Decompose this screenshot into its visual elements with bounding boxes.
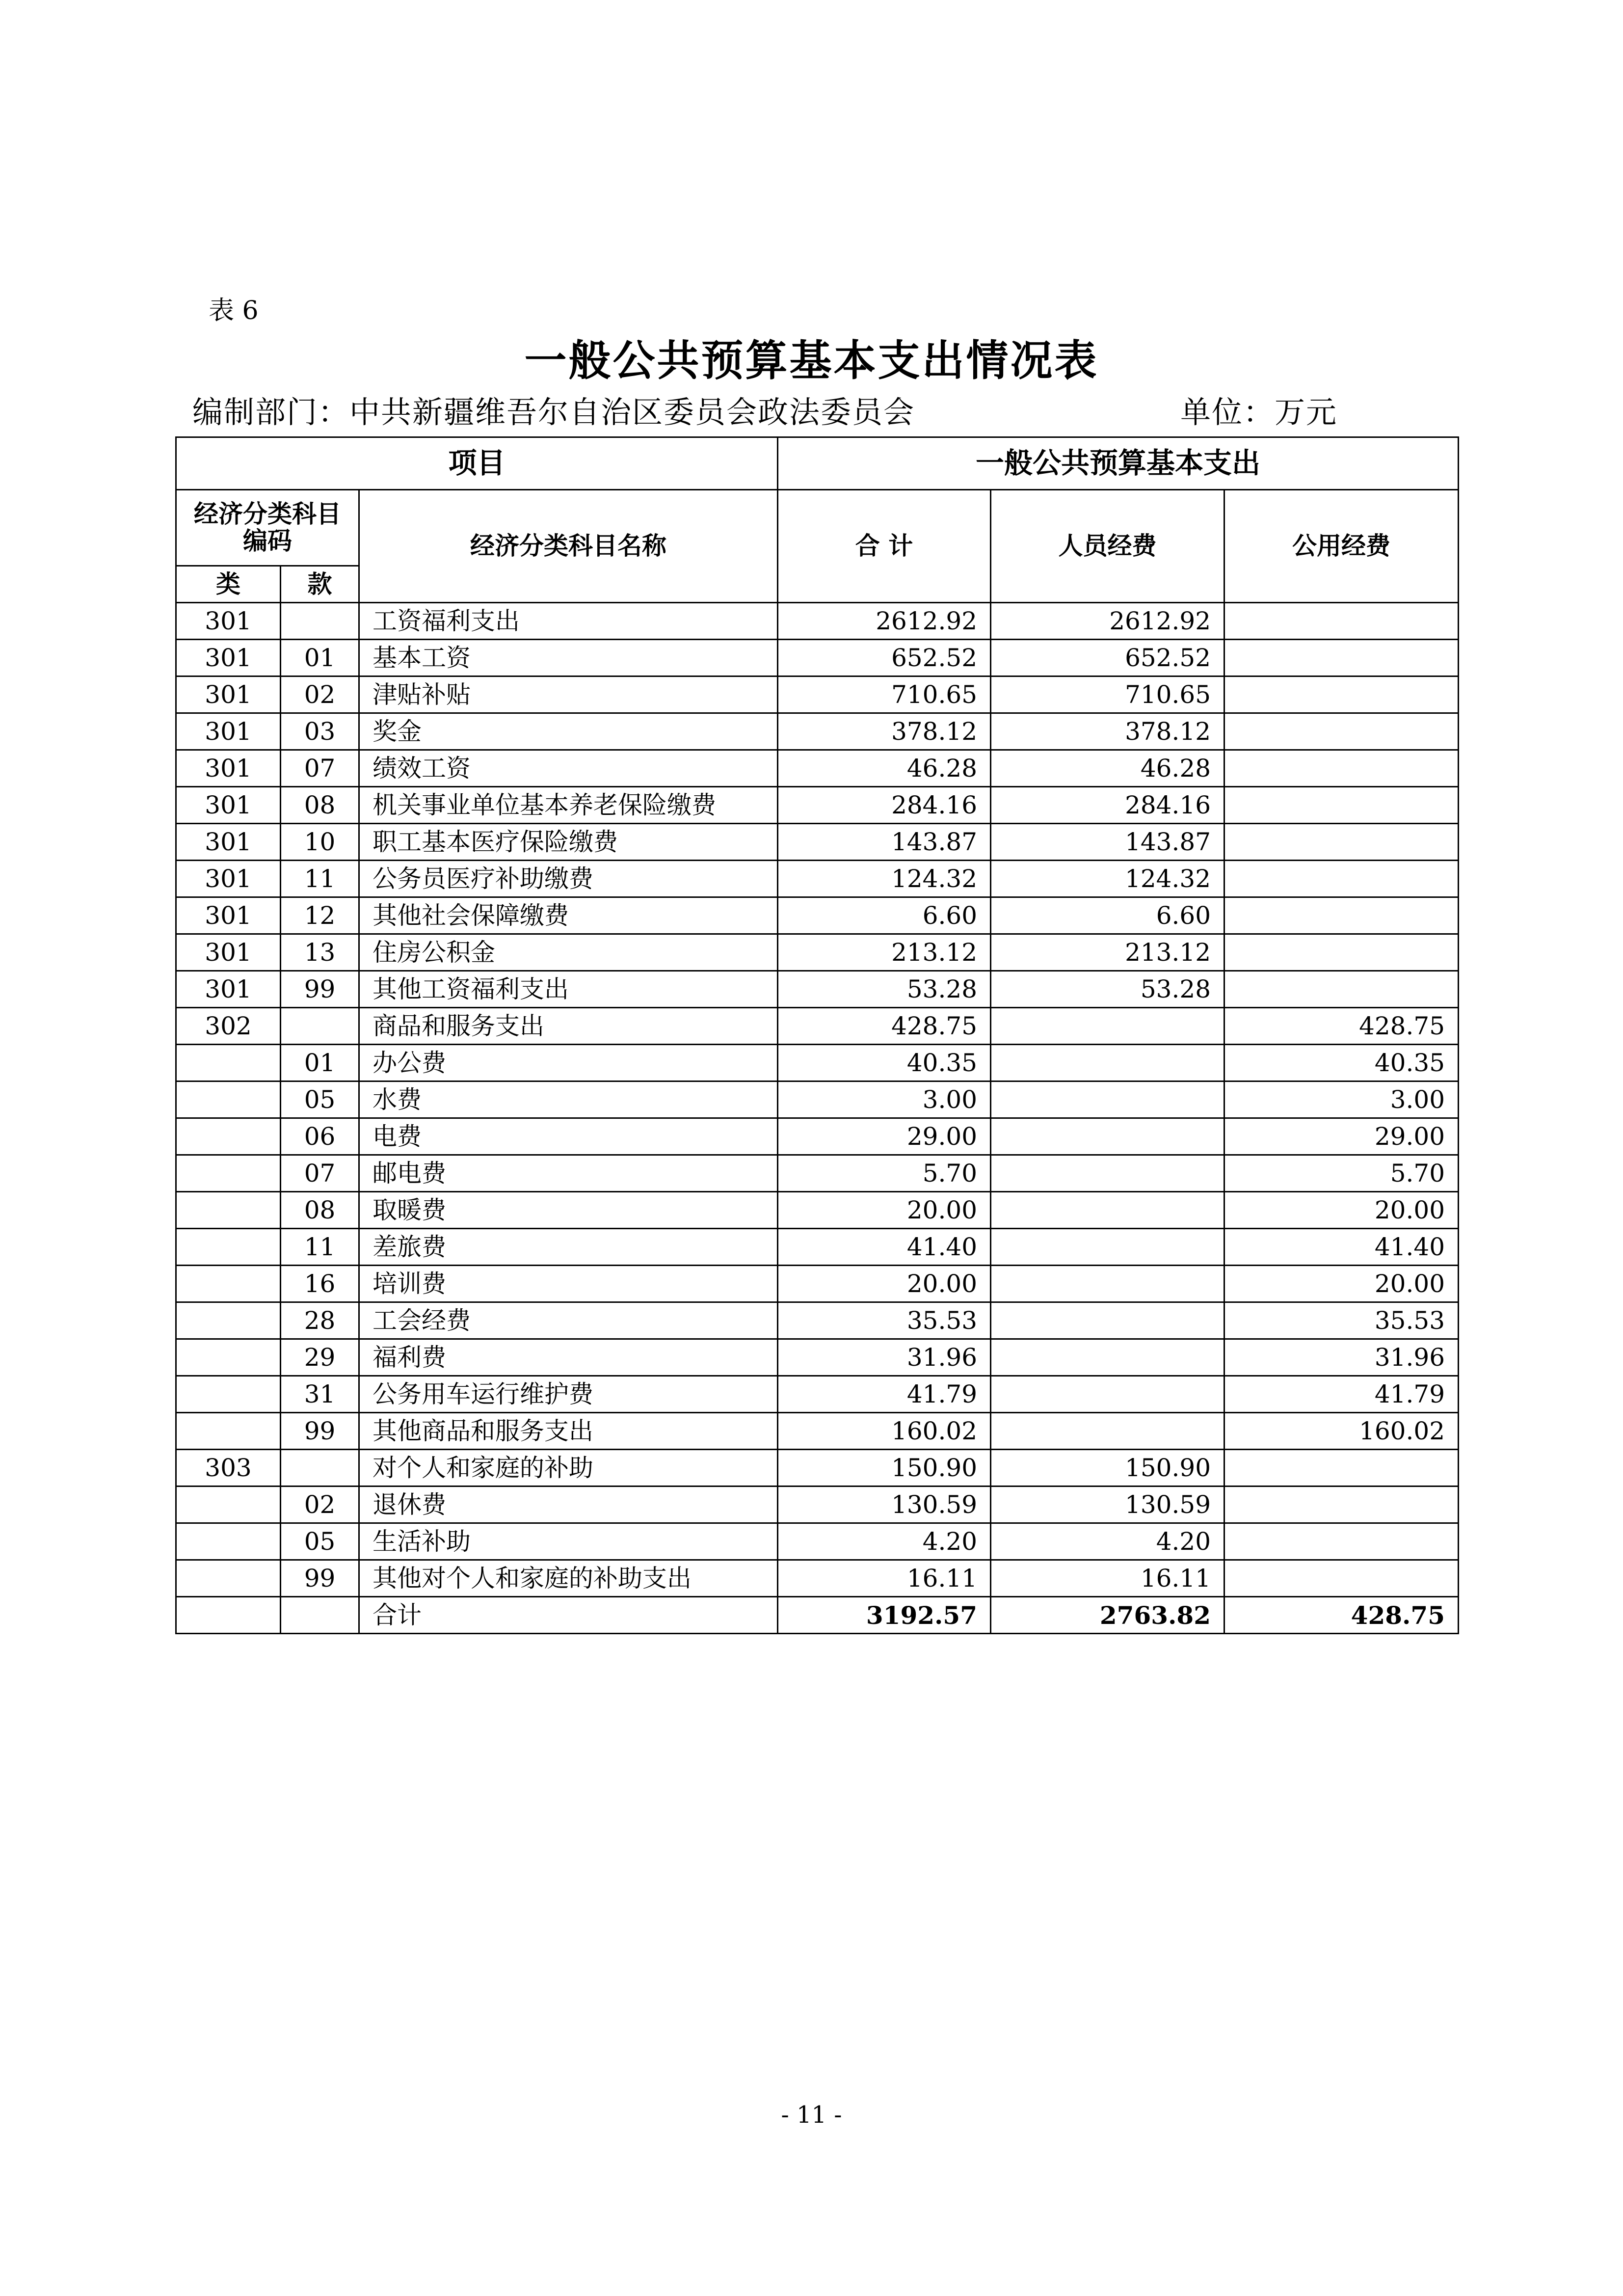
public-cell: 160.02: [1224, 1413, 1459, 1450]
public-cell: [1224, 640, 1459, 676]
item-name-cell: 住房公积金: [359, 934, 778, 971]
class-code-cell: [176, 1523, 281, 1560]
class-code-cell: [176, 1560, 281, 1597]
section-code-cell: [281, 1008, 359, 1045]
item-name-cell: 其他社会保障缴费: [359, 897, 778, 934]
header-personnel: 人员经费: [991, 490, 1224, 603]
section-code-cell: 31: [281, 1376, 359, 1413]
class-code-cell: 301: [176, 971, 281, 1008]
personnel-cell: [991, 1339, 1224, 1376]
personnel-cell: 53.28: [991, 971, 1224, 1008]
class-code-cell: 301: [176, 676, 281, 713]
section-code-cell: 08: [281, 787, 359, 824]
budget-table: [175, 436, 1459, 1634]
public-cell: 5.70: [1224, 1155, 1459, 1192]
public-cell: [1224, 1486, 1459, 1523]
table-row: [176, 1486, 1459, 1523]
public-cell: [1224, 861, 1459, 897]
table-row: [176, 1560, 1459, 1597]
table-row: [176, 897, 1459, 934]
header-total: 合 计: [778, 490, 991, 603]
class-code-cell: [176, 1376, 281, 1413]
section-code-cell: 13: [281, 934, 359, 971]
total-cell: 46.28: [778, 750, 991, 787]
empty-cell: [281, 1597, 359, 1634]
item-name-cell: 其他商品和服务支出: [359, 1413, 778, 1450]
grand-total-cell: 3192.57: [778, 1597, 991, 1634]
header-item: 项目: [176, 437, 778, 490]
class-code-cell: 302: [176, 1008, 281, 1045]
section-code-cell: [281, 1450, 359, 1486]
public-cell: 20.00: [1224, 1266, 1459, 1302]
section-code-cell: 10: [281, 824, 359, 861]
personnel-cell: 378.12: [991, 713, 1224, 750]
item-name-cell: 奖金: [359, 713, 778, 750]
total-cell: 150.90: [778, 1450, 991, 1486]
total-cell: 40.35: [778, 1045, 991, 1081]
personnel-cell: 284.16: [991, 787, 1224, 824]
class-code-cell: [176, 1486, 281, 1523]
section-code-cell: 07: [281, 750, 359, 787]
item-name-cell: 其他工资福利支出: [359, 971, 778, 1008]
public-cell: [1224, 713, 1459, 750]
class-code-cell: [176, 1155, 281, 1192]
public-cell: 35.53: [1224, 1302, 1459, 1339]
class-code-cell: [176, 1339, 281, 1376]
class-code-cell: [176, 1302, 281, 1339]
table-row: [176, 1118, 1459, 1155]
personnel-cell: 2612.92: [991, 603, 1224, 640]
page-number: - 11 -: [781, 2101, 842, 2129]
personnel-cell: 652.52: [991, 640, 1224, 676]
total-cell: 710.65: [778, 676, 991, 713]
item-name-cell: 取暖费: [359, 1192, 778, 1229]
public-cell: 41.40: [1224, 1229, 1459, 1266]
personnel-cell: [991, 1045, 1224, 1081]
class-code-cell: 301: [176, 897, 281, 934]
public-cell: [1224, 824, 1459, 861]
personnel-cell: [991, 1302, 1224, 1339]
total-cell: 6.60: [778, 897, 991, 934]
total-cell: 4.20: [778, 1523, 991, 1560]
item-name-cell: 福利费: [359, 1339, 778, 1376]
table-row: [176, 1192, 1459, 1229]
table-row: [176, 603, 1459, 640]
total-cell: 3.00: [778, 1081, 991, 1118]
item-name-cell: 其他对个人和家庭的补助支出: [359, 1560, 778, 1597]
item-name-cell: 津贴补贴: [359, 676, 778, 713]
header-code: 经济分类科目编码: [176, 490, 359, 566]
item-name-cell: 邮电费: [359, 1155, 778, 1192]
class-code-cell: 301: [176, 603, 281, 640]
public-cell: [1224, 676, 1459, 713]
item-name-cell: 办公费: [359, 1045, 778, 1081]
section-code-cell: [281, 603, 359, 640]
total-cell: 53.28: [778, 971, 991, 1008]
public-cell: 3.00: [1224, 1081, 1459, 1118]
table-row: [176, 1008, 1459, 1045]
table-row: [176, 1081, 1459, 1118]
public-cell: [1224, 787, 1459, 824]
table-row: [176, 1229, 1459, 1266]
table-row: [176, 1045, 1459, 1081]
public-cell: 41.79: [1224, 1376, 1459, 1413]
item-name-cell: 差旅费: [359, 1229, 778, 1266]
table-row: [176, 1302, 1459, 1339]
class-code-cell: 301: [176, 640, 281, 676]
personnel-cell: [991, 1118, 1224, 1155]
class-code-cell: [176, 1118, 281, 1155]
section-code-cell: 11: [281, 861, 359, 897]
section-code-cell: 29: [281, 1339, 359, 1376]
table-row: [176, 713, 1459, 750]
class-code-cell: 301: [176, 934, 281, 971]
class-code-cell: [176, 1081, 281, 1118]
table-row: [176, 1413, 1459, 1450]
table-row: [176, 971, 1459, 1008]
item-name-cell: 对个人和家庭的补助: [359, 1450, 778, 1486]
personnel-cell: [991, 1192, 1224, 1229]
public-total-cell: 428.75: [1224, 1597, 1459, 1634]
public-cell: [1224, 1523, 1459, 1560]
personnel-cell: 150.90: [991, 1450, 1224, 1486]
item-name-cell: 商品和服务支出: [359, 1008, 778, 1045]
item-name-cell: 工资福利支出: [359, 603, 778, 640]
item-name-cell: 公务员医疗补助缴费: [359, 861, 778, 897]
public-cell: [1224, 750, 1459, 787]
personnel-cell: [991, 1008, 1224, 1045]
personnel-cell: 213.12: [991, 934, 1224, 971]
public-cell: [1224, 1450, 1459, 1486]
total-cell: 35.53: [778, 1302, 991, 1339]
personnel-cell: 143.87: [991, 824, 1224, 861]
personnel-cell: [991, 1229, 1224, 1266]
public-cell: 428.75: [1224, 1008, 1459, 1045]
personnel-cell: 710.65: [991, 676, 1224, 713]
item-name-cell: 培训费: [359, 1266, 778, 1302]
total-cell: 41.79: [778, 1376, 991, 1413]
section-code-cell: 07: [281, 1155, 359, 1192]
personnel-cell: 6.60: [991, 897, 1224, 934]
header-class: 类: [176, 566, 281, 603]
table-row: [176, 750, 1459, 787]
total-cell: 16.11: [778, 1560, 991, 1597]
personnel-cell: 130.59: [991, 1486, 1224, 1523]
total-cell: 124.32: [778, 861, 991, 897]
section-code-cell: 99: [281, 1413, 359, 1450]
section-code-cell: 02: [281, 676, 359, 713]
item-name-cell: 绩效工资: [359, 750, 778, 787]
unit-label: 单位：万元: [1180, 394, 1338, 430]
compiling-department: 编制部门：中共新疆维吾尔自治区委员会政法委员会: [192, 394, 915, 430]
personnel-cell: 124.32: [991, 861, 1224, 897]
class-code-cell: 301: [176, 824, 281, 861]
table-row: [176, 824, 1459, 861]
table-row: [176, 787, 1459, 824]
total-cell: 130.59: [778, 1486, 991, 1523]
public-cell: [1224, 603, 1459, 640]
class-code-cell: [176, 1229, 281, 1266]
section-code-cell: 99: [281, 1560, 359, 1597]
total-cell: 284.16: [778, 787, 991, 824]
table-row: [176, 1523, 1459, 1560]
class-code-cell: 301: [176, 713, 281, 750]
header-public: 公用经费: [1224, 490, 1459, 603]
public-cell: 40.35: [1224, 1045, 1459, 1081]
section-code-cell: 28: [281, 1302, 359, 1339]
total-cell: 378.12: [778, 713, 991, 750]
item-name-cell: 退休费: [359, 1486, 778, 1523]
section-code-cell: 05: [281, 1523, 359, 1560]
personnel-cell: [991, 1266, 1224, 1302]
public-cell: 29.00: [1224, 1118, 1459, 1155]
public-cell: [1224, 934, 1459, 971]
table-row: [176, 1266, 1459, 1302]
section-code-cell: 03: [281, 713, 359, 750]
class-code-cell: 303: [176, 1450, 281, 1486]
class-code-cell: 301: [176, 750, 281, 787]
header-basic-expense: 一般公共预算基本支出: [778, 437, 1459, 490]
public-cell: [1224, 1560, 1459, 1597]
class-code-cell: [176, 1045, 281, 1081]
section-code-cell: 01: [281, 1045, 359, 1081]
personnel-cell: [991, 1155, 1224, 1192]
section-code-cell: 12: [281, 897, 359, 934]
item-name-cell: 基本工资: [359, 640, 778, 676]
header-name: 经济分类科目名称: [359, 490, 778, 603]
total-cell: 5.70: [778, 1155, 991, 1192]
class-code-cell: [176, 1192, 281, 1229]
item-name-cell: 电费: [359, 1118, 778, 1155]
public-cell: 20.00: [1224, 1192, 1459, 1229]
item-name-cell: 工会经费: [359, 1302, 778, 1339]
table-row: [176, 640, 1459, 676]
public-cell: [1224, 971, 1459, 1008]
header-section: 款: [281, 566, 359, 603]
table-row: [176, 1376, 1459, 1413]
section-code-cell: 01: [281, 640, 359, 676]
total-cell: 143.87: [778, 824, 991, 861]
section-code-cell: 05: [281, 1081, 359, 1118]
total-cell: 652.52: [778, 640, 991, 676]
total-cell: 160.02: [778, 1413, 991, 1450]
public-cell: 31.96: [1224, 1339, 1459, 1376]
total-row: [176, 1597, 1459, 1634]
class-code-cell: [176, 1266, 281, 1302]
item-name-cell: 职工基本医疗保险缴费: [359, 824, 778, 861]
personnel-cell: 46.28: [991, 750, 1224, 787]
total-cell: 41.40: [778, 1229, 991, 1266]
section-code-cell: 16: [281, 1266, 359, 1302]
item-name-cell: 机关事业单位基本养老保险缴费: [359, 787, 778, 824]
total-cell: 20.00: [778, 1266, 991, 1302]
table-row: [176, 1339, 1459, 1376]
item-name-cell: 生活补助: [359, 1523, 778, 1560]
section-code-cell: 99: [281, 971, 359, 1008]
section-code-cell: 02: [281, 1486, 359, 1523]
personnel-cell: [991, 1376, 1224, 1413]
section-code-cell: 06: [281, 1118, 359, 1155]
class-code-cell: 301: [176, 861, 281, 897]
total-cell: 29.00: [778, 1118, 991, 1155]
table-row: [176, 861, 1459, 897]
item-name-cell: 水费: [359, 1081, 778, 1118]
table-row: [176, 1155, 1459, 1192]
table-number: 表 6: [209, 296, 259, 325]
public-cell: [1224, 897, 1459, 934]
class-code-cell: 301: [176, 787, 281, 824]
total-cell: 213.12: [778, 934, 991, 971]
empty-cell: [176, 1597, 281, 1634]
personnel-cell: 16.11: [991, 1560, 1224, 1597]
table-row: [176, 676, 1459, 713]
personnel-total-cell: 2763.82: [991, 1597, 1224, 1634]
table-row: [176, 1450, 1459, 1486]
page-title: 一般公共预算基本支出情况表: [524, 336, 1099, 385]
section-code-cell: 08: [281, 1192, 359, 1229]
table-row: [176, 934, 1459, 971]
class-code-cell: [176, 1413, 281, 1450]
item-name-cell: 公务用车运行维护费: [359, 1376, 778, 1413]
total-cell: 20.00: [778, 1192, 991, 1229]
total-cell: 428.75: [778, 1008, 991, 1045]
section-code-cell: 11: [281, 1229, 359, 1266]
total-label-cell: 合计: [359, 1597, 778, 1634]
personnel-cell: [991, 1081, 1224, 1118]
personnel-cell: 4.20: [991, 1523, 1224, 1560]
total-cell: 31.96: [778, 1339, 991, 1376]
personnel-cell: [991, 1413, 1224, 1450]
total-cell: 2612.92: [778, 603, 991, 640]
